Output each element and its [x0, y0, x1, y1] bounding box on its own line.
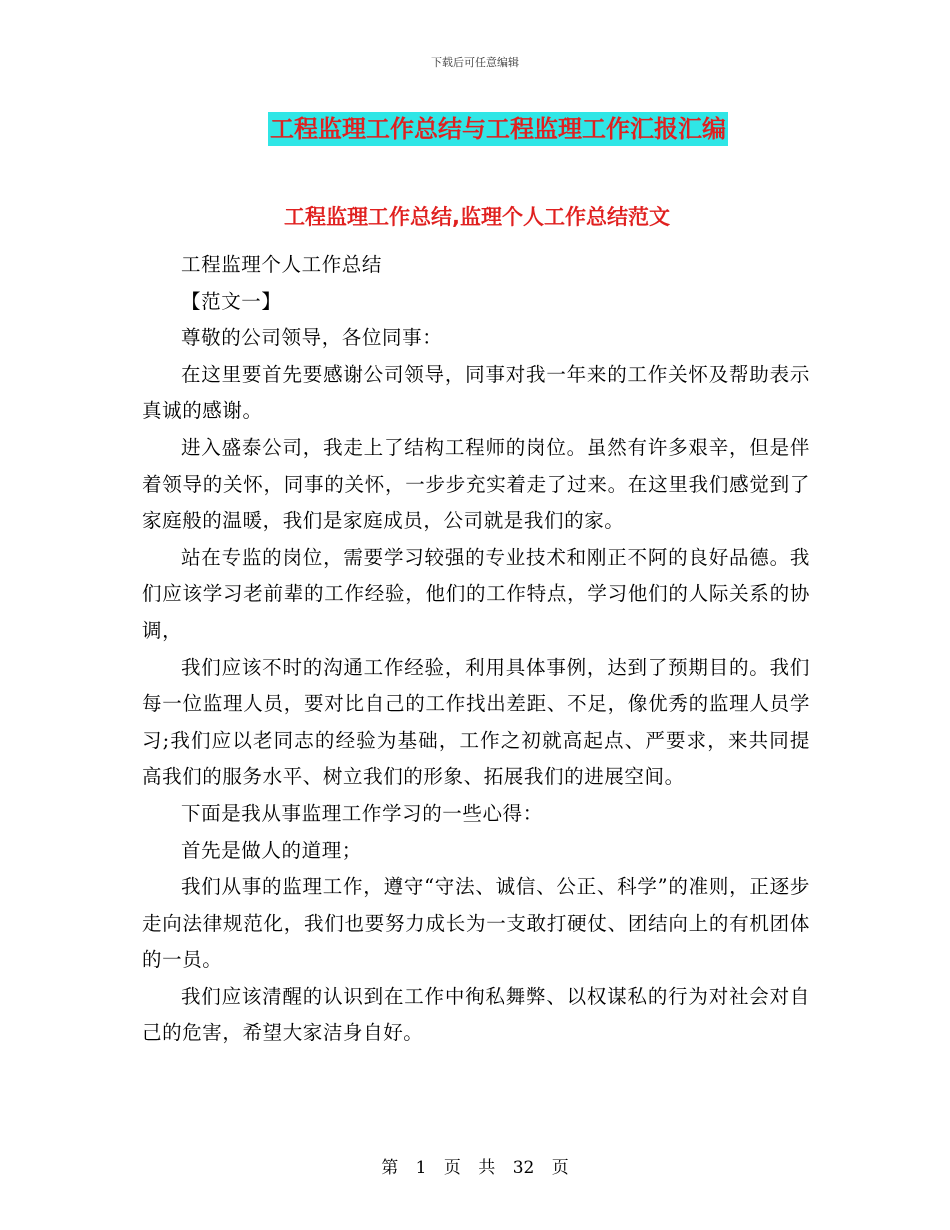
paragraph: 我们应该清醒的认识到在工作中徇私舞弊、以权谋私的行为对社会对自己的危害，希望大家洁身自好。: [142, 984, 810, 1045]
total-pages: 32: [512, 1158, 535, 1178]
page-label-mid: 页: [443, 1158, 461, 1178]
page-label-prefix: 第: [381, 1158, 399, 1178]
paragraph: 站在专监的岗位，需要学习较强的专业技术和刚正不阿的良好品德。我们应该学习老前辈的工作经验，他们的工作特点，学习他们的人际关系的协调，: [142, 545, 810, 642]
paragraph: 在这里要首先要感谢公司领导，同事对我一年来的工作关怀及帮助表示真诚的感谢。: [142, 362, 810, 423]
sub-title: 工程监理工作总结,监理个人工作总结范文: [284, 205, 670, 229]
page-label-suffix: 页: [551, 1158, 569, 1178]
paragraph: 尊敬的公司领导，各位同事：: [181, 326, 443, 350]
page-footer: [0, 1153, 950, 1178]
paragraph: 进入盛泰公司，我走上了结构工程师的岗位。虽然有许多艰辛，但是伴着领导的关怀，同事的关怀，一步步充实着走了过来。在这里我们感觉到了家庭般的温暖，我们是家庭成员，公司就是我们的家。: [142, 435, 810, 533]
body-text: [142, 247, 810, 1052]
page-number: 1: [415, 1158, 427, 1178]
paragraph: 【范文一】: [181, 289, 282, 313]
header-note: 下载后可任意编辑: [431, 56, 519, 69]
main-title: 工程监理工作总结与工程监理工作汇报汇编: [268, 112, 728, 146]
main-title-container: [0, 112, 950, 146]
total-prefix: 共: [478, 1158, 496, 1178]
paragraph: 工程监理个人工作总结: [181, 253, 383, 276]
paragraph: 首先是做人的道理；: [181, 838, 362, 862]
paragraph: 我们应该不时的沟通工作经验，利用具体事例，达到了预期目的。我们每一位监理人员，要对比自己的工作找出差距、不足，像优秀的监理人员学习;我们应以老同志的经验为基础，工作之初就高起点、严要求，来共同提高我们的服务水平、树立我们的形象、拓展我们的进展空间。: [142, 655, 810, 789]
paragraph: 我们从事的监理工作，遵守“守法、诚信、公正、科学”的准则，正逐步走向法律规范化，我们也要努力成长为一支敢打硬仗、团结向上的有机团体的一员。: [142, 875, 810, 972]
paragraph: 下面是我从事监理工作学习的一些心得：: [181, 801, 543, 825]
